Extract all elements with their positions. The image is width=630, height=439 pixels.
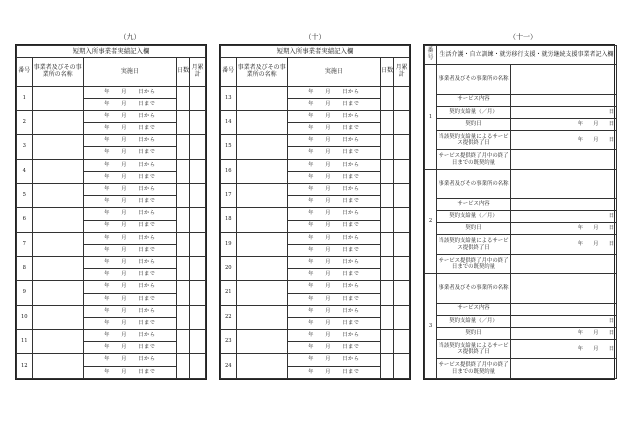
date-to: 年 月 日まで	[287, 293, 380, 305]
date-from: 年 月 日から	[287, 183, 380, 195]
date-to: 年 月 日まで	[287, 366, 380, 378]
date-to: 年 月 日まで	[83, 366, 176, 378]
table-row	[425, 315, 617, 327]
row-number: 21	[221, 281, 237, 305]
row-number: 22	[221, 305, 237, 329]
table-row	[17, 305, 206, 317]
date-from: 年 月 日から	[83, 183, 176, 195]
business-name-cell[interactable]	[32, 281, 83, 305]
date-from: 年 月 日から	[83, 110, 176, 122]
days-cell[interactable]	[381, 159, 394, 183]
business-name-cell[interactable]	[32, 305, 83, 329]
row-number: 11	[17, 330, 33, 354]
table-row	[17, 110, 206, 122]
row-number: 18	[221, 208, 237, 232]
table-row	[17, 330, 206, 342]
days-cell[interactable]	[381, 232, 394, 256]
contract-date-value: 年 月 日	[511, 223, 617, 235]
remain-value[interactable]	[511, 150, 617, 169]
date-from: 年 月 日から	[287, 257, 380, 269]
date-from: 年 月 日から	[83, 305, 176, 317]
table-row	[425, 211, 617, 223]
table-row	[425, 118, 617, 130]
business-name-cell[interactable]	[236, 208, 287, 232]
end-date-value: 年 月 日	[511, 131, 617, 150]
row-number: 12	[17, 354, 33, 379]
days-cell[interactable]	[381, 330, 394, 354]
days-cell[interactable]	[177, 208, 190, 232]
row-number: 17	[221, 183, 237, 207]
monthly-cell[interactable]	[190, 232, 206, 256]
business-name-cell[interactable]	[236, 135, 287, 159]
monthly-cell[interactable]	[190, 257, 206, 281]
days-cell[interactable]	[381, 305, 394, 329]
monthly-cell[interactable]	[394, 86, 410, 110]
monthly-cell[interactable]	[190, 159, 206, 183]
row-number: 24	[221, 354, 237, 379]
date-to: 年 月 日まで	[287, 269, 380, 281]
monthly-cell[interactable]	[190, 281, 206, 305]
contract-label: 契約支給量（／月）	[437, 106, 511, 118]
date-to: 年 月 日まで	[287, 220, 380, 232]
row-number: 2	[425, 169, 437, 273]
days-cell[interactable]	[177, 183, 190, 207]
panel10-no-header: 番号	[221, 58, 237, 86]
contract-date-label: 契約日	[437, 223, 511, 235]
days-cell[interactable]	[381, 110, 394, 134]
business-name-cell[interactable]	[236, 86, 287, 110]
name-value[interactable]	[511, 274, 617, 303]
days-cell[interactable]	[381, 208, 394, 232]
date-to: 年 月 日まで	[287, 342, 380, 354]
monthly-cell[interactable]	[394, 330, 410, 354]
contract-date-value: 年 月 日	[511, 327, 617, 339]
contract-label: 契約支給量（／月）	[437, 211, 511, 223]
table-row	[17, 86, 206, 98]
table-row	[17, 159, 206, 171]
row-number: 20	[221, 257, 237, 281]
business-name-cell[interactable]	[32, 159, 83, 183]
row-number: 3	[425, 274, 437, 379]
business-name-cell[interactable]	[32, 86, 83, 110]
monthly-cell[interactable]	[394, 354, 410, 379]
panel10-monthly-header: 月累計	[394, 58, 410, 86]
date-from: 年 月 日から	[83, 257, 176, 269]
date-from: 年 月 日から	[83, 86, 176, 98]
service-label: サービス内容	[437, 303, 511, 315]
table-row	[425, 327, 617, 339]
table-row	[17, 232, 206, 244]
monthly-cell[interactable]	[394, 281, 410, 305]
table-row	[221, 183, 410, 195]
panel-9	[15, 44, 207, 380]
row-number: 16	[221, 159, 237, 183]
table-row	[425, 169, 617, 198]
days-cell[interactable]	[381, 135, 394, 159]
date-to: 年 月 日まで	[287, 196, 380, 208]
table-row	[425, 131, 617, 150]
remain-label: サービス提供終了月中の終了日までの既契約量	[437, 359, 511, 379]
contract-date-label: 契約日	[437, 118, 511, 130]
table-row	[221, 232, 410, 244]
date-from: 年 月 日から	[287, 159, 380, 171]
date-from: 年 月 日から	[287, 135, 380, 147]
date-to: 年 月 日まで	[287, 317, 380, 329]
date-to: 年 月 日まで	[287, 244, 380, 256]
panel11-no-header: 番号	[425, 46, 437, 65]
panel10-title: 短期入所事業者実績記入欄	[221, 46, 410, 58]
contract-unit: 日	[511, 315, 617, 327]
row-number: 5	[17, 183, 33, 207]
date-from: 年 月 日から	[83, 232, 176, 244]
date-to: 年 月 日まで	[287, 171, 380, 183]
panel10-days-header: 日数	[381, 58, 394, 86]
date-from: 年 月 日から	[83, 208, 176, 220]
business-name-cell[interactable]	[32, 354, 83, 379]
end-date-value: 年 月 日	[511, 339, 617, 358]
table-row	[221, 110, 410, 122]
end-label: 当該契約支給量によるサービス提供終了日	[437, 339, 511, 358]
date-to: 年 月 日まで	[83, 147, 176, 159]
days-cell[interactable]	[177, 232, 190, 256]
date-from: 年 月 日から	[83, 159, 176, 171]
monthly-cell[interactable]	[394, 110, 410, 134]
business-name-cell[interactable]	[32, 135, 83, 159]
row-number: 23	[221, 330, 237, 354]
monthly-cell[interactable]	[394, 208, 410, 232]
business-name-cell[interactable]	[32, 183, 83, 207]
panel9-no-header: 番号	[17, 58, 33, 86]
monthly-cell[interactable]	[394, 305, 410, 329]
monthly-cell[interactable]	[190, 86, 206, 110]
monthly-cell[interactable]	[190, 208, 206, 232]
contract-unit: 日	[511, 211, 617, 223]
date-from: 年 月 日から	[83, 281, 176, 293]
days-cell[interactable]	[177, 159, 190, 183]
panel10-label: （十）	[304, 33, 326, 41]
business-name-cell[interactable]	[236, 183, 287, 207]
table-row	[425, 199, 617, 211]
business-name-cell[interactable]	[236, 305, 287, 329]
name-value[interactable]	[511, 169, 617, 198]
row-number: 19	[221, 232, 237, 256]
service-label: サービス内容	[437, 199, 511, 211]
panel11-title: 生活介護・自立訓練・就労移行支援・就労継続支援事業者記入欄	[437, 46, 617, 65]
panel-10	[219, 44, 411, 380]
days-cell[interactable]	[177, 135, 190, 159]
days-cell[interactable]	[177, 354, 190, 379]
table-row	[221, 330, 410, 342]
business-name-cell[interactable]	[32, 257, 83, 281]
table-row	[221, 135, 410, 147]
contract-date-value: 年 月 日	[511, 118, 617, 130]
business-name-cell[interactable]	[236, 110, 287, 134]
remain-value[interactable]	[511, 359, 617, 379]
panel9-name-header: 事業者及びその事業所の名称	[32, 58, 83, 86]
row-number: 9	[17, 281, 33, 305]
panel11-label: （十一）	[509, 33, 537, 41]
table-row	[425, 235, 617, 254]
panel-11	[423, 44, 615, 380]
table-row	[17, 281, 206, 293]
date-from: 年 月 日から	[287, 281, 380, 293]
business-name-cell[interactable]	[236, 159, 287, 183]
remain-value[interactable]	[511, 254, 617, 273]
days-cell[interactable]	[177, 305, 190, 329]
monthly-cell[interactable]	[394, 183, 410, 207]
monthly-cell[interactable]	[190, 110, 206, 134]
remain-label: サービス提供終了月中の終了日までの既契約量	[437, 254, 511, 273]
row-number: 2	[17, 110, 33, 134]
row-number: 8	[17, 257, 33, 281]
date-to: 年 月 日まで	[287, 123, 380, 135]
monthly-cell[interactable]	[394, 135, 410, 159]
name-value[interactable]	[511, 65, 617, 94]
days-cell[interactable]	[381, 183, 394, 207]
table-row	[425, 274, 617, 303]
date-from: 年 月 日から	[287, 110, 380, 122]
table-row	[221, 281, 410, 293]
name-label: 事業者及びその事業所の名称	[437, 274, 511, 303]
service-value[interactable]	[511, 303, 617, 315]
date-from: 年 月 日から	[287, 208, 380, 220]
monthly-cell[interactable]	[190, 135, 206, 159]
monthly-cell[interactable]	[394, 159, 410, 183]
service-value[interactable]	[511, 94, 617, 106]
date-to: 年 月 日まで	[287, 98, 380, 110]
date-to: 年 月 日まで	[83, 98, 176, 110]
business-name-cell[interactable]	[236, 257, 287, 281]
row-number: 6	[17, 208, 33, 232]
table-row	[221, 305, 410, 317]
date-to: 年 月 日まで	[83, 171, 176, 183]
table-row	[221, 159, 410, 171]
panel9-label: （九）	[119, 33, 141, 41]
business-name-cell[interactable]	[236, 232, 287, 256]
days-cell[interactable]	[177, 281, 190, 305]
monthly-cell[interactable]	[394, 257, 410, 281]
row-number: 1	[425, 65, 437, 169]
table-row	[17, 354, 206, 366]
name-label: 事業者及びその事業所の名称	[437, 169, 511, 198]
date-from: 年 月 日から	[83, 330, 176, 342]
table-row	[425, 303, 617, 315]
table-row	[425, 339, 617, 358]
row-number: 10	[17, 305, 33, 329]
date-to: 年 月 日まで	[83, 342, 176, 354]
monthly-cell[interactable]	[190, 354, 206, 379]
table-row	[425, 150, 617, 169]
remain-label: サービス提供終了月中の終了日までの既契約量	[437, 150, 511, 169]
date-from: 年 月 日から	[83, 354, 176, 366]
table-row	[17, 183, 206, 195]
row-number: 15	[221, 135, 237, 159]
date-to: 年 月 日まで	[83, 269, 176, 281]
panel9-days-header: 日数	[177, 58, 190, 86]
business-name-cell[interactable]	[236, 354, 287, 379]
business-name-cell[interactable]	[236, 281, 287, 305]
date-to: 年 月 日まで	[83, 244, 176, 256]
business-name-cell[interactable]	[32, 330, 83, 354]
date-to: 年 月 日まで	[83, 293, 176, 305]
end-label: 当該契約支給量によるサービス提供終了日	[437, 131, 511, 150]
table-row	[425, 65, 617, 94]
table-row	[17, 135, 206, 147]
monthly-cell[interactable]	[190, 305, 206, 329]
date-from: 年 月 日から	[287, 305, 380, 317]
days-cell[interactable]	[381, 354, 394, 379]
business-name-cell[interactable]	[236, 330, 287, 354]
days-cell[interactable]	[381, 257, 394, 281]
date-from: 年 月 日から	[287, 330, 380, 342]
row-number: 13	[221, 86, 237, 110]
table-row	[17, 208, 206, 220]
service-value[interactable]	[511, 199, 617, 211]
panel9-title: 短期入所事業者実績記入欄	[17, 46, 206, 58]
date-from: 年 月 日から	[287, 354, 380, 366]
monthly-cell[interactable]	[190, 330, 206, 354]
days-cell[interactable]	[381, 281, 394, 305]
days-cell[interactable]	[177, 110, 190, 134]
table-row	[17, 257, 206, 269]
end-label: 当該契約支給量によるサービス提供終了日	[437, 235, 511, 254]
date-to: 年 月 日まで	[287, 147, 380, 159]
date-to: 年 月 日まで	[83, 123, 176, 135]
date-to: 年 月 日まで	[83, 196, 176, 208]
date-from: 年 月 日から	[287, 86, 380, 98]
service-label: サービス内容	[437, 94, 511, 106]
business-name-cell[interactable]	[32, 232, 83, 256]
row-number: 14	[221, 110, 237, 134]
days-cell[interactable]	[177, 330, 190, 354]
row-number: 4	[17, 159, 33, 183]
contract-unit: 日	[511, 106, 617, 118]
contract-date-label: 契約日	[437, 327, 511, 339]
table-row	[425, 106, 617, 118]
name-label: 事業者及びその事業所の名称	[437, 65, 511, 94]
panel10-period-header: 実施日	[287, 58, 380, 86]
table-row	[425, 223, 617, 235]
days-cell[interactable]	[177, 86, 190, 110]
table-row	[425, 254, 617, 273]
date-from: 年 月 日から	[83, 135, 176, 147]
table-row	[425, 359, 617, 379]
date-from: 年 月 日から	[287, 232, 380, 244]
contract-label: 契約支給量（／月）	[437, 315, 511, 327]
date-to: 年 月 日まで	[83, 220, 176, 232]
row-number: 7	[17, 232, 33, 256]
days-cell[interactable]	[177, 257, 190, 281]
days-cell[interactable]	[381, 86, 394, 110]
panel10-name-header: 事業者及びその事業所の名称	[236, 58, 287, 86]
table-row	[221, 86, 410, 98]
monthly-cell[interactable]	[190, 183, 206, 207]
end-date-value: 年 月 日	[511, 235, 617, 254]
business-name-cell[interactable]	[32, 208, 83, 232]
table-row	[425, 94, 617, 106]
monthly-cell[interactable]	[394, 232, 410, 256]
panel9-period-header: 実施日	[83, 58, 176, 86]
date-to: 年 月 日まで	[83, 317, 176, 329]
table-row	[221, 257, 410, 269]
row-number: 3	[17, 135, 33, 159]
business-name-cell[interactable]	[32, 110, 83, 134]
panel9-monthly-header: 月累計	[190, 58, 206, 86]
row-number: 1	[17, 86, 33, 110]
table-row	[221, 208, 410, 220]
table-row	[221, 354, 410, 366]
